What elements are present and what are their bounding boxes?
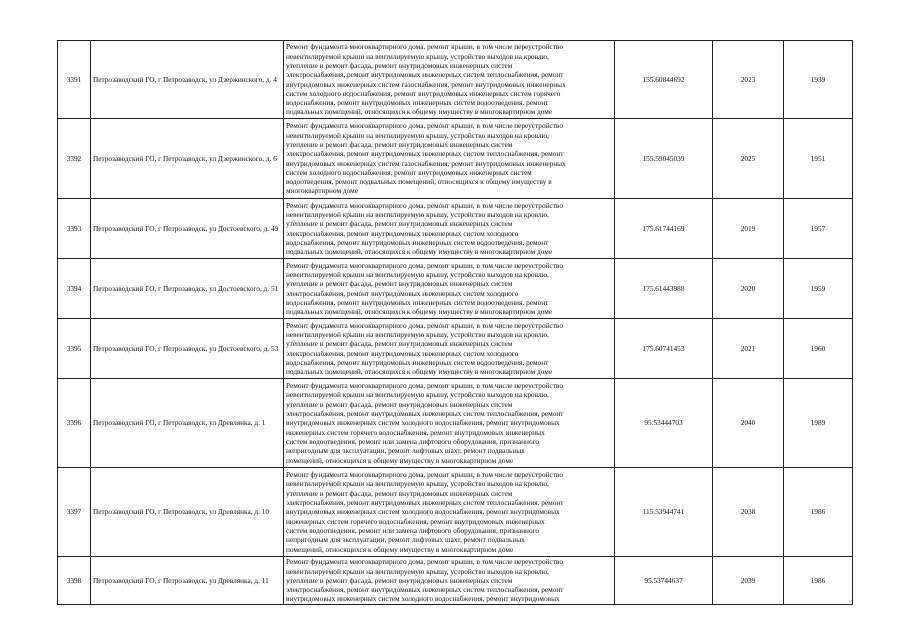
built-year-cell: 1986 [784, 468, 853, 557]
works-line: невентилируемой крыши на вентилируемую крышу, устройство выходов на кровлю, [286, 566, 549, 576]
planned-year-cell: 2020 [713, 259, 784, 319]
works-line: электроснабжения, ремонт внутридомовых инженерных систем теплоснабжения, ремонт [286, 409, 564, 419]
works-line: Ремонт фундамента многоквартирного дома, ремонт крыши, в том числе переустройство [286, 260, 563, 270]
planned-year-cell: 2019 [713, 199, 784, 259]
works-cell [284, 379, 615, 468]
table-row [58, 557, 853, 605]
works-line: невентилируемой крыши на вентилируемую крышу, устройство выходов на кровлю, [286, 329, 549, 339]
works-line: электроснабжения, ремонт внутридомовых инженерных систем холодного [286, 288, 519, 298]
row-number-cell: 3392 [58, 119, 91, 199]
works-line: подвальных помещений, относящихся к общему имуществу в многоквартирном доме [286, 107, 553, 117]
address-cell: Петрозаводский ГО, г Петрозаводск, ул Достоевского, д. 53 [91, 319, 284, 379]
works-line: утепление и ремонт фасада, ремонт внутридомовых инженерных систем [286, 139, 513, 149]
address-cell: Петрозаводский ГО, г Петрозаводск, ул Достоевского, д. 51 [91, 259, 284, 319]
row-number-cell: 3393 [58, 199, 91, 259]
built-year-cell: 1989 [784, 379, 853, 468]
works-line: помещений, относящихся к общему имуществу в многоквартирном доме [286, 455, 514, 465]
built-year-cell: 1957 [784, 199, 853, 259]
works-line: внутридомовых инженерных систем холодного водоснабжения, ремонт внутридомовых [286, 594, 560, 604]
works-line: Ремонт фундамента многоквартирного дома, ремонт крыши, в том числе переустройство [286, 121, 563, 131]
planned-year-cell: 2038 [713, 468, 784, 557]
works-line: водоотведения, ремонт подвальных помещений, относящихся к общему имуществу в [286, 177, 552, 187]
works-line: внутридомовых инженерных систем газоснабжения, ремонт внутридомовых инженерных [286, 79, 566, 89]
works-line: электроснабжения, ремонт внутридомовых инженерных систем холодного [286, 348, 519, 358]
works-line: инженерных систем горячего водоснабжения, ремонт внутридомовых инженерных [286, 427, 545, 437]
works-line: систем холодного водоснабжения, ремонт внутридомовых инженерных систем [286, 167, 532, 177]
works-line: электроснабжения, ремонт внутридомовых инженерных систем теплоснабжения, ремонт [286, 498, 564, 508]
works-line: невентилируемой крыши на вентилируемую крышу, устройство выходов на кровлю, [286, 130, 549, 140]
works-line: внутридомовых инженерных систем газоснабжения, ремонт внутридомовых инженерных [286, 158, 566, 168]
works-line: невентилируемой крыши на вентилируемую крышу, устройство выходов на кровлю, [286, 269, 549, 279]
built-year-cell: 1959 [784, 259, 853, 319]
table-row [58, 379, 853, 468]
address-cell: Петрозаводский ГО, г Петрозаводск, ул Древлянка, д. 11 [91, 557, 284, 605]
address-cell: Петрозаводский ГО, г Петрозаводск, ул Достоевского, д. 49 [91, 199, 284, 259]
planned-year-cell: 2021 [713, 319, 784, 379]
works-line: утепление и ремонт фасада, ремонт внутридомовых инженерных систем [286, 399, 513, 409]
table-row [58, 259, 853, 319]
works-cell [284, 259, 615, 319]
works-line: Ремонт фундамента многоквартирного дома, ремонт крыши, в том числе переустройство [286, 200, 563, 210]
works-line: утепление и ремонт фасада, ремонт внутридомовых инженерных систем [286, 339, 513, 349]
value-cell: 95.53444703 [615, 379, 713, 468]
works-line: электроснабжения, ремонт внутридомовых инженерных систем теплоснабжения, ремонт [286, 70, 564, 80]
table-row [58, 468, 853, 557]
works-line: электроснабжения, ремонт внутридомовых инженерных систем теплоснабжения, ремонт [286, 585, 564, 595]
works-cell [284, 319, 615, 379]
works-line: электроснабжения, ремонт внутридомовых инженерных систем теплоснабжения, ремонт [286, 149, 564, 159]
works-line: внутридомовых инженерных систем холодного водоснабжения, ремонт внутридомовых [286, 418, 560, 428]
works-cell [284, 557, 615, 605]
works-line: водоснабжения, ремонт внутридомовых инженерных систем водоотведения, ремонт [286, 237, 549, 247]
works-line: невентилируемой крыши на вентилируемую крышу, устройство выходов на кровлю, [286, 51, 549, 61]
value-cell: 155.59045039 [615, 119, 713, 199]
table-row [58, 119, 853, 199]
works-line: инженерных систем горячего водоснабжения, ремонт внутридомовых инженерных [286, 516, 545, 526]
value-cell: 175.61744169 [615, 199, 713, 259]
value-cell: 115.53944741 [615, 468, 713, 557]
works-line: многоквартирном доме [286, 186, 358, 196]
built-year-cell: 1960 [784, 319, 853, 379]
row-number-cell: 3396 [58, 379, 91, 468]
works-cell [284, 468, 615, 557]
planned-year-cell: 2040 [713, 379, 784, 468]
works-line: невентилируемой крыши на вентилируемую крышу, устройство выходов на кровлю, [286, 390, 549, 400]
built-year-cell: 1939 [784, 41, 853, 119]
address-cell: Петрозаводский ГО, г Петрозаводск, ул Древлянка, д. 1 [91, 379, 284, 468]
works-line: водоснабжения, ремонт внутридомовых инженерных систем водоотведения, ремонт [286, 98, 549, 108]
works-line: систем водоотведения, ремонт или замена лифтового оборудования, признанного [286, 525, 540, 535]
works-cell [284, 41, 615, 119]
works-cell [284, 199, 615, 259]
row-number-cell: 3397 [58, 468, 91, 557]
works-line: невентилируемой крыши на вентилируемую крышу, устройство выходов на кровлю, [286, 209, 549, 219]
built-year-cell: 1986 [784, 557, 853, 605]
works-line: утепление и ремонт фасада, ремонт внутридомовых инженерных систем [286, 60, 513, 70]
works-line: водоснабжения, ремонт внутридомовых инженерных систем водоотведения, ремонт [286, 357, 549, 367]
table-body [58, 41, 853, 605]
works-cell [284, 119, 615, 199]
table-row [58, 319, 853, 379]
value-cell: 175.61443988 [615, 259, 713, 319]
planned-year-cell: 2039 [713, 557, 784, 605]
works-line: непригодным для эксплуатации, ремонт лифтовых шахт, ремонт подвальных [286, 535, 525, 545]
table-row [58, 41, 853, 119]
row-number-cell: 3398 [58, 557, 91, 605]
works-line: Ремонт фундамента многоквартирного дома, ремонт крыши, в том числе переустройство [286, 42, 563, 52]
row-number-cell: 3395 [58, 319, 91, 379]
works-line: внутридомовых инженерных систем холодного водоснабжения, ремонт внутридомовых [286, 507, 560, 517]
works-line: подвальных помещений, относящихся к общему имуществу в многоквартирном доме [286, 247, 553, 257]
works-line: утепление и ремонт фасада, ремонт внутридомовых инженерных систем [286, 219, 513, 229]
value-cell: 155.60844692 [615, 41, 713, 119]
works-line: подвальных помещений, относящихся к общему имуществу в многоквартирном доме [286, 307, 553, 317]
planned-year-cell: 2025 [713, 119, 784, 199]
repair-program-table [57, 40, 853, 605]
works-line: утепление и ремонт фасада, ремонт внутридомовых инженерных систем [286, 488, 513, 498]
works-line: Ремонт фундамента многоквартирного дома, ремонт крыши, в том числе переустройство [286, 557, 563, 567]
works-line: Ремонт фундамента многоквартирного дома, ремонт крыши, в том числе переустройство [286, 470, 563, 480]
built-year-cell: 1951 [784, 119, 853, 199]
works-line: утепление и ремонт фасада, ремонт внутридомовых инженерных систем [286, 575, 513, 585]
address-cell: Петрозаводский ГО, г Петрозаводск, ул Древлянка, д. 10 [91, 468, 284, 557]
works-line: непригодным для эксплуатации, ремонт лифтовых шахт, ремонт подвальных [286, 446, 525, 456]
table-row [58, 199, 853, 259]
works-line: электроснабжения, ремонт внутридомовых инженерных систем холодного [286, 228, 519, 238]
address-cell: Петрозаводский ГО, г Петрозаводск, ул Дзержинского, д. 4 [91, 41, 284, 119]
value-cell: 95.53744637 [615, 557, 713, 605]
works-line: помещений, относящихся к общему имуществу в многоквартирном доме [286, 544, 514, 554]
row-number-cell: 3394 [58, 259, 91, 319]
works-line: Ремонт фундамента многоквартирного дома, ремонт крыши, в том числе переустройство [286, 381, 563, 391]
row-number-cell: 3391 [58, 41, 91, 119]
works-line: систем холодного водоснабжения, ремонт внутридомовых инженерных систем горячего [286, 88, 561, 98]
works-line: утепление и ремонт фасада, ремонт внутридомовых инженерных систем [286, 279, 513, 289]
value-cell: 175.60741453 [615, 319, 713, 379]
works-line: невентилируемой крыши на вентилируемую крышу, устройство выходов на кровлю, [286, 479, 549, 489]
address-cell: Петрозаводский ГО, г Петрозаводск, ул Дзержинского, д. 6 [91, 119, 284, 199]
works-line: подвальных помещений, относящихся к общему имуществу в многоквартирном доме [286, 367, 553, 377]
works-line: систем водоотведения, ремонт или замена лифтового оборудования, признанного [286, 436, 540, 446]
planned-year-cell: 2023 [713, 41, 784, 119]
works-line: водоснабжения, ремонт внутридомовых инженерных систем водоотведения, ремонт [286, 297, 549, 307]
works-line: Ремонт фундамента многоквартирного дома, ремонт крыши, в том числе переустройство [286, 320, 563, 330]
